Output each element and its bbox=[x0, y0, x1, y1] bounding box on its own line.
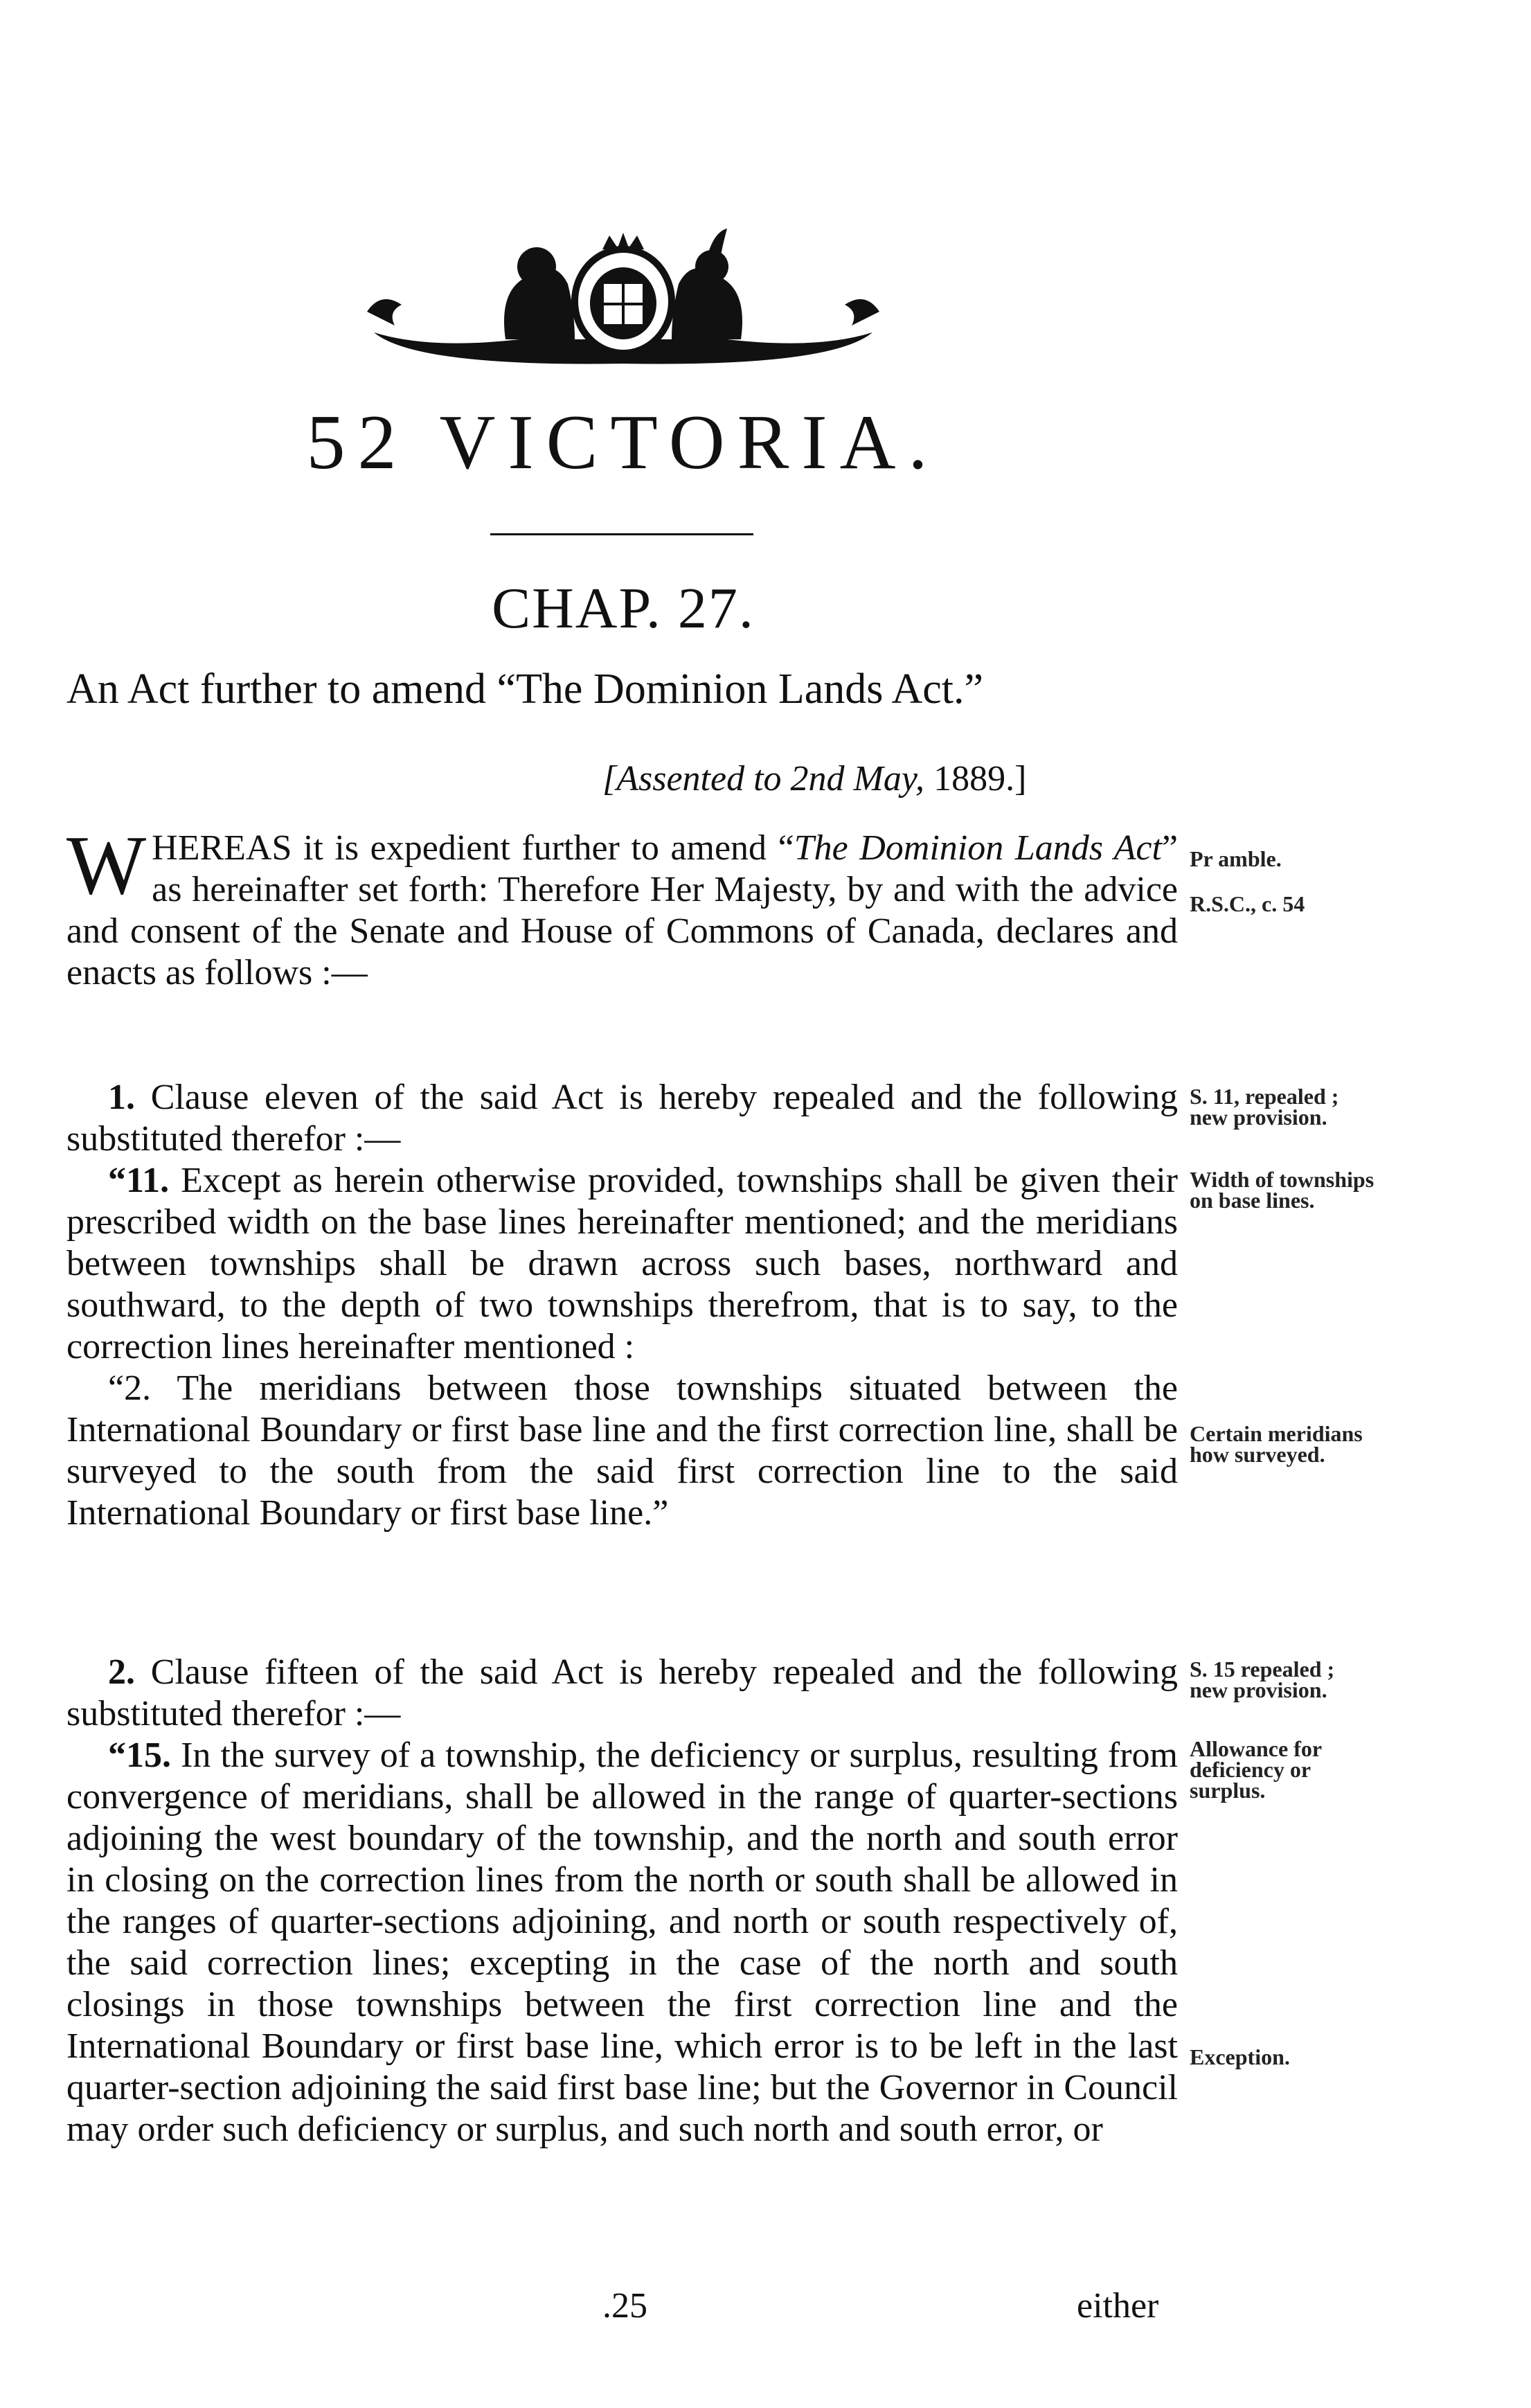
section-2 bbox=[66, 1652, 1178, 2150]
clause-11-text: Except as herein otherwise provided, townships shall be given their prescribed width on the base lines hereinafter mentioned; and the meridians between townships shall be drawn across such bases, northward and southward, to the depth of two townships therefrom, that is to say, to the correction lines hereinafter mentioned : bbox=[66, 1161, 1178, 1366]
assent-date bbox=[602, 758, 1191, 799]
title-divider bbox=[490, 533, 753, 535]
margin-note-width: Width of townships on base lines. bbox=[1190, 1167, 1375, 1213]
preamble-text-end: ” as hereinafter set forth: Therefore Her Majesty, by and with the advice and consent of the Senate and House of Commons of Canada, declares and enacts as follows :— bbox=[66, 828, 1178, 992]
assent-prefix: [Assented to 2nd May, bbox=[602, 759, 925, 799]
page-title: 52 VICTORIA. bbox=[306, 400, 940, 485]
royal-coat-of-arms-icon bbox=[346, 229, 900, 374]
chapter-heading: CHAP. 27. bbox=[492, 576, 755, 641]
margin-note-s11: S. 11, repealed ; new provision. bbox=[1190, 1084, 1339, 1130]
dropcap: W bbox=[66, 819, 147, 912]
clause-15-text: In the survey of a township, the deficiency or surplus, resulting from convergence of meridians, shall be allowed in the range of quarter-sections adjoining the west boundary of the township, and the north and south error in closing on the correction lines from the north or south shall be allowed in the ranges of quarter-sections adjoining, and north or south respectively of, the said correction lines; excepting in the case of the north and south closings in those townships between the first correction line and the International Boundary or first base line, which error is to be left in the last quarter-section adjoining the said first base line; but the Governor in Council may order such deficiency or surplus, and such north and south error, or bbox=[66, 1736, 1179, 2149]
margin-note-allowance: Allowance for deficiency or surplus. bbox=[1190, 1736, 1322, 1803]
clause-11-number: “11. bbox=[108, 1161, 170, 1200]
assent-year: 1889.] bbox=[933, 759, 1027, 799]
margin-note-exception: Exception. bbox=[1190, 2044, 1290, 2069]
margin-note-rsc: R.S.C., c. 54 bbox=[1190, 891, 1305, 916]
signature-mark: .25 bbox=[602, 2286, 647, 2326]
section-1-number: 1. bbox=[108, 1078, 135, 1117]
clause-2-number: “2. bbox=[108, 1368, 152, 1408]
preamble-act-name: The Dominion Lands Act bbox=[794, 828, 1162, 868]
act-title: An Act further to amend “The Dominion Lands Act.” bbox=[66, 666, 984, 713]
section-2-number: 2. bbox=[108, 1652, 135, 1692]
clause-15-number: “15. bbox=[108, 1736, 171, 1775]
catchword: either bbox=[1077, 2286, 1159, 2326]
margin-note-s15: S. 15 repealed ; new provision. bbox=[1190, 1657, 1335, 1702]
section-1 bbox=[66, 1077, 1178, 1534]
section-1-intro: Clause eleven of the said Act is hereby repealed and the following substituted therefor :— bbox=[66, 1078, 1178, 1159]
margin-note-preamble: Pr amble. bbox=[1190, 846, 1282, 871]
preamble-text-start: HEREAS it is expedient further to amend “ bbox=[152, 828, 794, 868]
preamble-paragraph bbox=[66, 819, 1178, 994]
margin-note-meridians: Certain meridians how surveyed. bbox=[1190, 1421, 1363, 1467]
section-2-intro: Clause fifteen of the said Act is hereby repealed and the following substituted therefor :— bbox=[66, 1652, 1178, 1733]
clause-2-text: The meridians between those townships situated between the International Boundary or first base line and the first correction line, shall be surveyed to the south from the said first correction line to the said International Boundary or first base line.” bbox=[66, 1368, 1178, 1533]
